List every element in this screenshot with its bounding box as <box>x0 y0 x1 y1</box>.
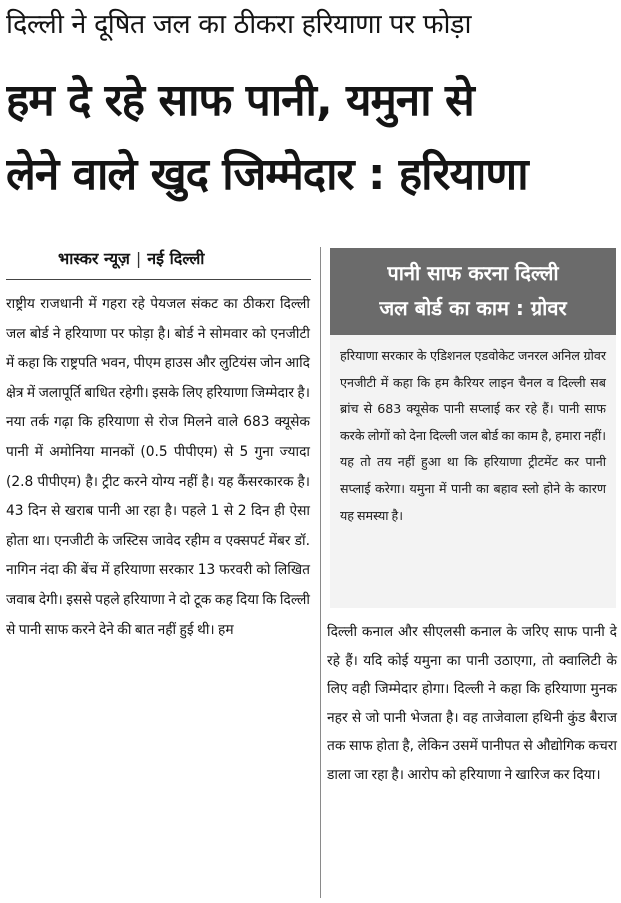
byline-place: नई दिल्ली <box>147 249 205 268</box>
kicker-headline: दिल्ली ने दूषित जल का ठीकरा हरियाणा पर फोड़ा <box>6 9 471 40</box>
article-body-left: राष्ट्रीय राजधानी में गहरा रहे पेयजल संकट का ठीकरा दिल्ली जल बोर्ड ने हरियाणा पर फोड़ा है। बोर्ड ने सोमवार को एनजीटी में कहा कि राष्ट्रपति भवन, पीएम हाउस और लुटियंस जोन आदि क्षेत्र में जलापूर्ति बाधित रहेगी। इसके लिए हरियाणा जिम्मेदार है। नया तर्क गढ़ा कि हरियाणा से रोज मिलने वाले 683 क्यूसेक पानी में अमोनिया मानकों (0.5 पीपीएम) से 5 गुना ज्यादा (2.8 पीपीएम) है। ट्रीट करने योग्य नहीं है। यह कैंसरकारक है। 43 दिन से खराब पानी आ रहा है। पहले 1 से 2 दिन ही ऐसा होता था। एनजीटी के जस्टिस जावेद रहीम व एक्सपर्ट मेंबर डॉ. नागिन नंदा की बेंच में हरियाणा सरकार 13 फरवरी को लिखित जवाब देगी। इससे पहले हरियाणा ने दो टूक कह दिया कि दिल्ली से पानी साफ करने देने की बात नहीं हुई थी। हम <box>6 296 310 638</box>
column-divider <box>320 247 321 898</box>
main-headline <box>6 66 618 214</box>
headline-line-2: लेने वाले खुद जिम्मेदार : हरियाणा <box>6 149 528 200</box>
article-body-right: दिल्ली कनाल और सीएलसी कनाल के जरिए साफ पानी दे रहे हैं। यदि कोई यमुना का पानी उठाएगा, तो क्वालिटी के लिए वही जिम्मेदार होगा। दिल्ली ने कहा कि हरियाणा मुनक नहर से जो पानी भेजता है। वह ताजेवाला हथिनी कुंड बैराज तक साफ होता है, लेकिन उसमें पानीपत से औद्योगिक कचरा डाला जा रहा है। आरोप को हरियाणा ने खारिज कर दिया। <box>327 624 617 783</box>
sidebar-title-line-2: जल बोर्ड का काम : ग्रोवर <box>379 296 567 320</box>
byline <box>58 244 204 274</box>
byline-divider <box>6 279 311 280</box>
sidebar-title <box>330 248 616 335</box>
byline-source: भास्कर न्यूज़ <box>58 249 130 268</box>
sidebar-title-line-1: पानी साफ करना दिल्ली <box>387 261 559 285</box>
byline-separator: | <box>135 249 142 268</box>
headline-line-1: हम दे रहे साफ पानी, यमुना से <box>6 75 474 126</box>
sidebar-box <box>330 248 616 608</box>
sidebar-body: हरियाणा सरकार के एडिशनल एडवोकेट जनरल अनिल ग्रोवर एनजीटी में कहा कि हम कैरियर लाइन चैनल व दिल्ली सब ब्रांच से 683 क्यूसेक पानी सप्लाई कर रहे हैं। पानी साफ करके लोगों को देना दिल्ली जल बोर्ड का काम है, हमारा नहीं। यह तो तय नहीं हुआ था कि हरियाणा ट्रीटमेंट कर पानी सप्लाई करेगा। यमुना में पानी का बहाव स्लो होने के कारण यह समस्या है। <box>340 348 606 523</box>
